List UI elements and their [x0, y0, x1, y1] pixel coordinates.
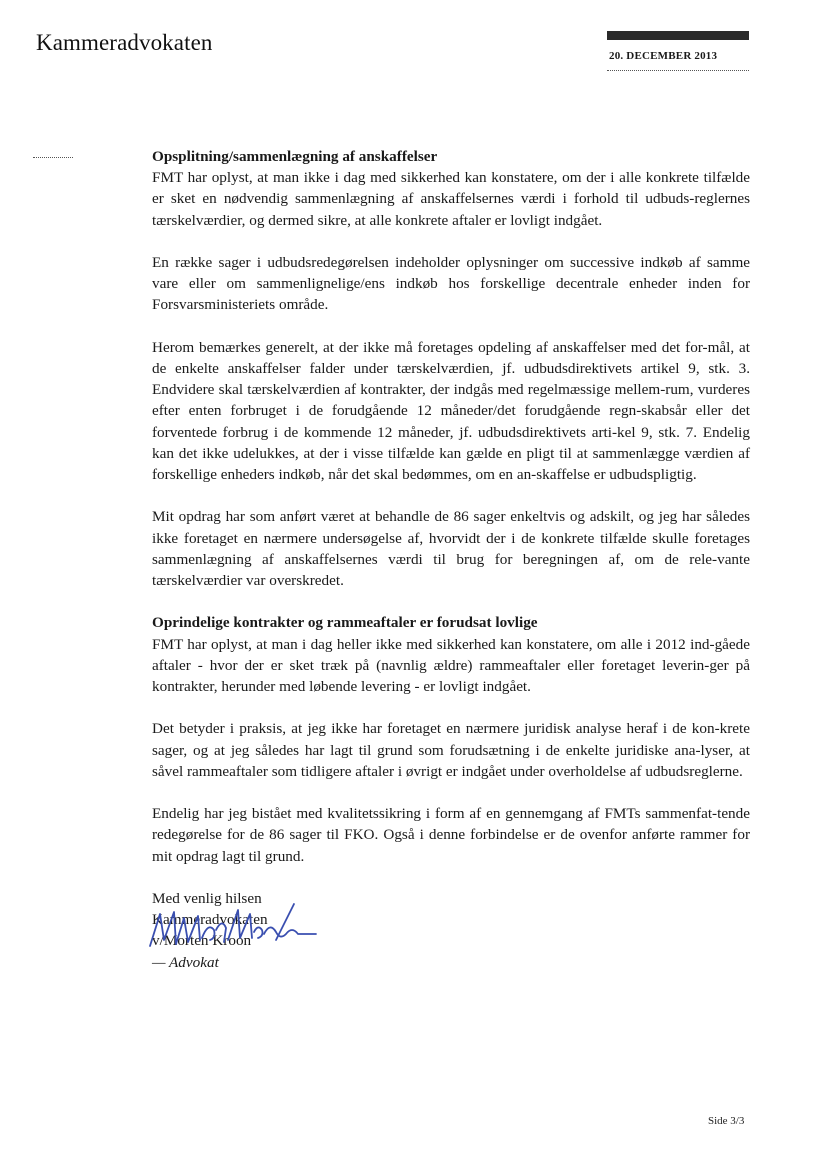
- section-paragraph: Herom bemærkes generelt, at der ikke må foretages opdeling af anskaffelser med det for-mål, at de enkelte anskaffelser falder under tærskelværdien, jf. udbudsdirektivets artikel 9, stk. 3. Endvidere skal tærskelværdien af kontrakter, der indgås med regelmæssige mellem-rum, vurderes efter enten forbruget i de forudgående 12 måneder/det forudgående regn-skabsår eller det forventede forbrug i de kommende 12 måneder, jf. udbudsdirektivets arti-kel 9, stk. 7. Endelig kan det ikke udelukkes, at der i visse tilfælde kan gælde en pligt til at sammenlægge værdien af forskellige enheders indkøb, når det skal bedømmes, om en an-skaffelse er udbudspligtig.: [152, 338, 750, 484]
- closing-greeting: Med venlig hilsen: [152, 890, 262, 907]
- section-heading: Opsplitning/sammenlægning af anskaffelser: [152, 148, 438, 165]
- section-paragraph: [152, 612, 750, 697]
- letter-date: 20. DECEMBER 2013: [609, 50, 718, 62]
- section-paragraph: [152, 146, 750, 231]
- page-number: Side 3/3: [708, 1115, 745, 1127]
- section-oprindelige-kontrakter: [152, 612, 750, 866]
- letter-body: [152, 146, 750, 973]
- signatory-name: v/Morten Kroon: [152, 932, 252, 950]
- paragraph-text: FMT har oplyst, at man ikke i dag med sikkerhed kan konstatere, om der i alle konkrete tilfælde er sket en nødvendig sammenlægning af anskaffelsernes værdi i forhold til udbuds-reglernes tærskelværdier, og dermed sikre, at alle konkrete aftaler er lovligt indgået.: [152, 169, 750, 229]
- section-paragraph: Det betyder i praksis, at jeg ikke har foretaget en nærmere juridisk analyse heraf i de kon-krete sager, og at jeg således har lagt til grund som forudsætning i de enkelte juridiske ana-lyser, at såvel rammeaftaler som tidligere aftaler i øvrigt er indgået under overholdelse af udbudsreglerne.: [152, 720, 750, 780]
- closing-firm: Kammeradvokaten: [152, 911, 268, 929]
- section-paragraph: Mit opdrag har som anført været at behandle de 86 sager enkeltvis og adskilt, og jeg har således ikke foretaget en nærmere undersøgelse af, hvorvidt der i de konkrete tilfælde skulle foretages sammenlægning af anskaffelsernes værdi til brug for beregningen af, om de rele-vante tærskelværdier var overskredet.: [152, 508, 750, 590]
- section-opsplitning: [152, 146, 750, 591]
- letter-closing: [152, 888, 750, 973]
- section-heading: Oprindelige kontrakter og rammeaftaler er forudsat lovlige: [152, 614, 538, 632]
- date-header-bar: [607, 31, 749, 40]
- date-divider: [607, 70, 749, 71]
- margin-divider: [33, 157, 73, 158]
- section-paragraph: En række sager i udbudsredegørelsen indeholder oplysninger om successive indkøb af samme vare eller om sammenlignelige/ens indkøb hos forskellige decentrale enheder inden for Forsvarsministeriets område.: [152, 254, 750, 314]
- firm-name-header: Kammeradvokaten: [36, 30, 213, 55]
- signatory-title: — Advokat: [152, 953, 219, 971]
- paragraph-text: FMT har oplyst, at man i dag heller ikke med sikkerhed kan konstatere, om alle i 2012 ind-gåede aftaler - hvor der er sket træk på (navnlig ældre) rammeaftaler eller foretaget leverin-ger på kontrakter, herunder med løbende levering - er lovligt indgået.: [152, 635, 750, 696]
- section-paragraph: Endelig har jeg bistået med kvalitetssikring i form af en gennemgang af FMTs sammenfat-tende redegørelse for de 86 sager til FKO. Også i denne forbindelse er de ovenfor anførte rammer for mit opdrag lagt til grund.: [152, 805, 750, 865]
